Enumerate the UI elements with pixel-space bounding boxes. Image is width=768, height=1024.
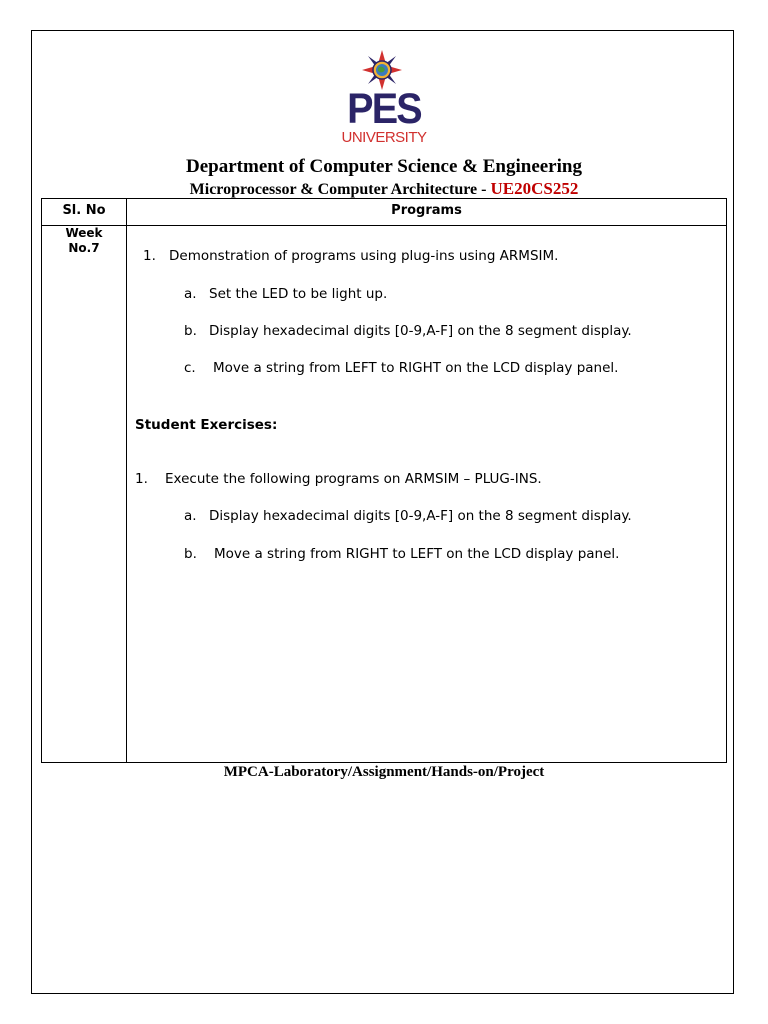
programs-table xyxy=(41,198,727,763)
table-row xyxy=(42,226,727,763)
compass-globe-icon xyxy=(362,50,402,90)
week-label: Week xyxy=(65,226,103,240)
item-1b-label: b. xyxy=(184,323,197,339)
course-title xyxy=(0,179,768,199)
exercise-1b-label: b. xyxy=(184,546,197,562)
item-1a-text: Set the LED to be light up. xyxy=(209,286,388,302)
item-1a-label: a. xyxy=(184,286,197,302)
exercise-1a-label: a. xyxy=(184,508,197,524)
programs-header: Programs xyxy=(127,199,727,226)
item-1-text: Demonstration of programs using plug-ins using ARMSIM. xyxy=(169,248,559,264)
item-1c-label: c. xyxy=(184,360,196,376)
sl-no-header: Sl. No xyxy=(42,199,127,226)
item-1b-text: Display hexadecimal digits [0-9,A-F] on the 8 segment display. xyxy=(209,323,632,339)
exercise-1b-text: Move a string from RIGHT to LEFT on the LCD display panel. xyxy=(214,546,620,562)
table-header-row xyxy=(42,199,727,226)
exercise-1a-text: Display hexadecimal digits [0-9,A-F] on the 8 segment display. xyxy=(209,508,632,524)
item-1-number: 1. xyxy=(143,248,156,264)
programs-content xyxy=(127,226,727,763)
logo-pes-text: PES xyxy=(347,85,421,133)
footer-caption: MPCA-Laboratory/Assignment/Hands-on/Project xyxy=(223,764,545,780)
item-1c-text: Move a string from LEFT to RIGHT on the LCD display panel. xyxy=(213,360,619,376)
logo-university-text: UNIVERSITY xyxy=(341,129,427,146)
exercise-1-text: Execute the following programs on ARMSIM – PLUG-INS. xyxy=(165,471,542,487)
department-title: Department of Computer Science & Engineering xyxy=(186,156,582,177)
week-number: No.7 xyxy=(68,241,100,255)
exercise-1-number: 1. xyxy=(135,471,148,487)
pes-university-logo xyxy=(338,50,430,146)
course-name: Microprocessor & Computer Architecture - xyxy=(189,181,491,198)
week-cell xyxy=(42,226,127,763)
student-exercises-heading: Student Exercises: xyxy=(135,417,278,433)
course-code: UE20CS252 xyxy=(490,179,579,198)
